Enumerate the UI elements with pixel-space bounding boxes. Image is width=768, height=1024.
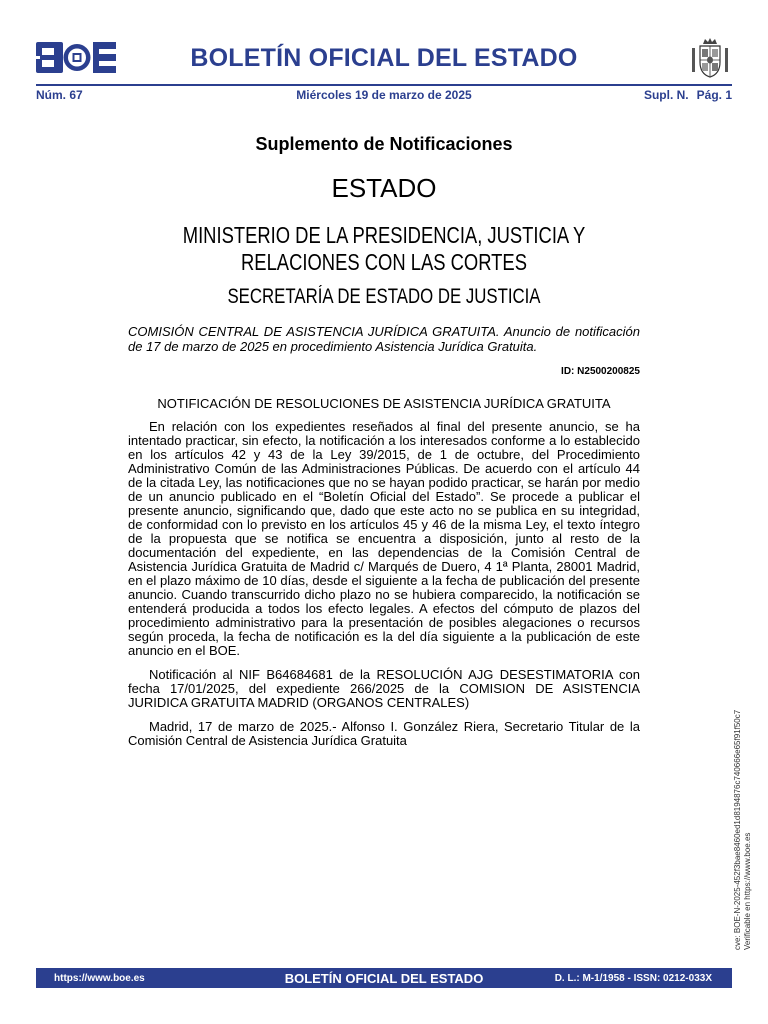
legal-deposit: D. L.: M-1/1958 - ISSN: 0212-033X: [554, 973, 712, 984]
footer-url-link[interactable]: https://www.boe.es: [54, 973, 145, 984]
page-info: [644, 88, 732, 102]
coat-of-arms-icon: [688, 36, 732, 80]
header-divider: [36, 84, 732, 86]
body-paragraph: En relación con los expedientes reseñados al final del presente anuncio, se ha intentado practicar, sin efecto, la notificación a los interesados conforme a lo establecido en los artículos 42 y 43 de la Ley 39/2015, de 1 de octubre, del Procedimiento Administrativo Común de las Administraciones Públicas. De acuerdo con el artículo 44 de la citada Ley, las notificaciones que no se hayan podido practicar, se harán por medio de un anuncio publicado en el “Boletín Oficial del Estado”. Se procede a publicar el presente anuncio, significando que, dado que este acto no se publica en su integridad, de conformidad con lo previsto en los artículos 45 y 46 de la misma Ley, el texto íntegro de la propuesta que se notifica se encuentra a disposición, junto al resto de la documentación del expediente, en las dependencias de la Comisión Central de Asistencia Jurídica Gratuita de Madrid c/ Marqués de Duero, 4 1ª Planta, 28001 Madrid, en el plazo máximo de 10 días, desde el siguiente a la fecha de publicación del presente anuncio. Cuando transcurrido dicho plazo no se hubiera comparecido, la notificación se entenderá producida a todos los efecto legales. A efectos del cómputo de plazos del procedimiento administrativo para la presentación de posibles alegaciones o recursos según proceda, la fecha de notificación es la del día siguiente a la publicación de este anuncio en el BOE.: [128, 419, 640, 658]
notification-title: NOTIFICACIÓN DE RESOLUCIONES DE ASISTENCIA JURÍDICA GRATUITA: [157, 396, 611, 411]
page-number: Pág. 1: [696, 88, 732, 102]
body-paragraph: Madrid, 17 de marzo de 2025.- Alfonso I. González Riera, Secretario Titular de la Comisión Central de Asistencia Jurídica Gratuita: [128, 719, 640, 748]
issue-number: Núm. 67: [36, 88, 83, 102]
footer-title: BOLETÍN OFICIAL DEL ESTADO: [284, 971, 484, 986]
body-paragraph: Notificación al NIF B64684681 de la RESOLUCIÓN AJG DESESTIMATORIA con fecha 17/01/2025, del expediente 266/2025 de la COMISION DE ASISTENCIA JURIDICA GRATUITA MADRID (ORGANOS CENTRALES): [128, 667, 640, 710]
cve-text: cve: BOE-N-2025-452f3bae8460ed1d8194876c740666e65f91f50c7: [733, 709, 742, 950]
supplement-label: Supl. N.: [643, 88, 689, 102]
ministry-heading: MINISTERIO DE LA PRESIDENCIA, JUSTICIA Y RELACIONES CON LAS CORTES: [182, 222, 586, 275]
section-title: Suplemento de Notificaciones: [255, 134, 513, 154]
verification-code: [733, 690, 753, 950]
header-title: BOLETÍN OFICIAL DEL ESTADO: [190, 44, 578, 72]
boe-logo[interactable]: [36, 42, 116, 73]
announcement-body: [128, 420, 640, 758]
announcement-summary: COMISIÓN CENTRAL DE ASISTENCIA JURÍDICA GRATUITA. Anuncio de notificación de 17 de marzo de 2025 en procedimiento Asistencia Jurídica Gratuita.: [128, 324, 640, 354]
announcement-id: ID: N2500200825: [561, 366, 640, 377]
issue-date: Miércoles 19 de marzo de 2025: [296, 88, 472, 102]
header-meta: [36, 88, 732, 104]
footer-bar: [36, 968, 732, 988]
verify-link[interactable]: Verificable en https://www.boe.es: [743, 832, 752, 950]
secretary-heading: SECRETARÍA DE ESTADO DE JUSTICIA: [227, 285, 541, 308]
state-heading: ESTADO: [331, 173, 437, 203]
